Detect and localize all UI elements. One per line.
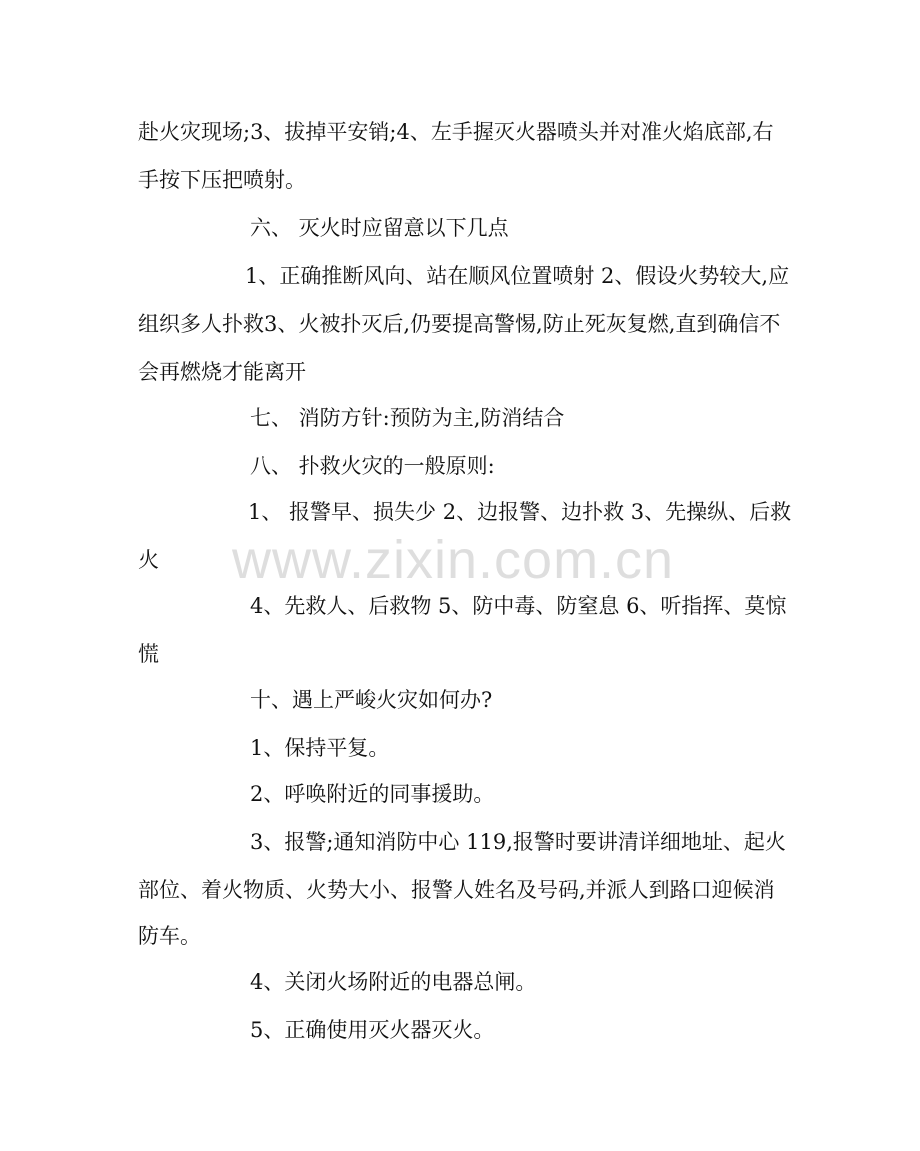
text-line-12: 慌	[138, 642, 159, 666]
section-heading-6: 六、 灭火时应留意以下几点	[250, 216, 509, 240]
text-line-10: 火	[138, 548, 159, 572]
text-line-14: 1、保持平复。	[250, 736, 390, 760]
section-heading-8: 八、 扑救火灾的一般原则:	[250, 454, 495, 478]
text-line-16: 3、报警;通知消防中心 119,报警时要讲清详细地址、起火	[250, 830, 786, 854]
section-heading-7: 七、 消防方针:预防为主,防消结合	[250, 406, 565, 430]
text-line-6: 会再燃烧才能离开	[138, 360, 306, 384]
text-line-1: 赴火灾现场;3、拔掉平安销;4、左手握灭火器喷头并对准火焰底部,右	[138, 120, 774, 144]
watermark: www.zixin.com.cn	[232, 530, 675, 590]
text-line-5: 组织多人扑救3、火被扑灭后,仍要提高警惕,防止死灰复燃,直到确信不	[138, 312, 781, 336]
section-heading-10: 十、遇上严峻火灾如何办?	[250, 688, 493, 712]
text-line-17: 部位、着火物质、火势大小、报警人姓名及号码,并派人到路口迎候消	[138, 878, 775, 902]
text-line-19: 4、关闭火场附近的电器总闸。	[250, 970, 537, 994]
text-line-9: 1、 报警早、损失少 2、边报警、边扑救 3、先操纵、后救	[248, 500, 792, 524]
text-line-15: 2、呼唤附近的同事援助。	[250, 782, 495, 806]
text-line-11: 4、先救人、后救物 5、防中毒、防窒息 6、听指挥、莫惊	[250, 594, 787, 618]
text-line-18: 防车。	[138, 924, 201, 948]
text-line-2: 手按下压把喷射。	[138, 168, 306, 192]
text-line-20: 5、正确使用灭火器灭火。	[250, 1018, 495, 1042]
text-line-4: 1、正确推断风向、站在顺风位置喷射 2、假设火势较大,应	[245, 264, 790, 288]
